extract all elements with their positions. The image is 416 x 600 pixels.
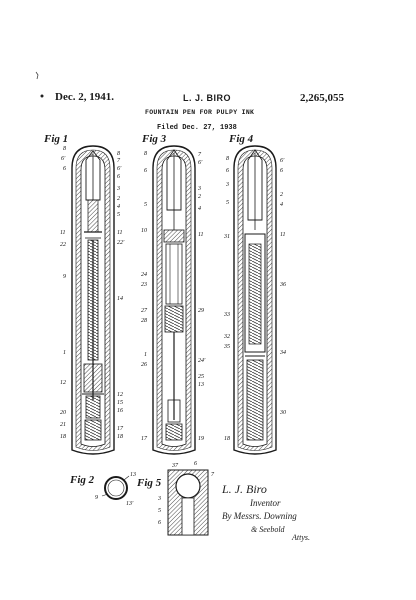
ref-fig1-6l: 6 [63, 166, 66, 172]
ref-fig4-33: 33 [224, 312, 230, 318]
ref-fig1-1: 1 [63, 350, 66, 356]
attorney-names: & Seebold [251, 525, 285, 534]
ref-fig1-11: 11 [117, 230, 123, 236]
ref-fig1-12l: 12 [60, 380, 66, 386]
ref-fig5-37: 37 [172, 463, 178, 469]
attorney-by: By Messrs. Downing [222, 511, 297, 521]
ref-fig3-27: 27 [141, 308, 147, 314]
ref-fig1-21: 21 [60, 422, 66, 428]
ref-fig2-13p: 13' [126, 501, 134, 507]
ref-fig4-34: 34 [280, 350, 286, 356]
ref-fig5-3: 3 [158, 496, 161, 502]
ref-fig1-18r: 18 [117, 434, 123, 440]
ref-fig1-3: 3 [117, 186, 120, 192]
attorney-suffix: Attys. [292, 533, 310, 542]
ref-fig1-14: 14 [117, 296, 123, 302]
ref-fig4-11: 11 [280, 232, 286, 238]
ref-fig4-6r: 6 [280, 168, 283, 174]
ref-fig1-7: 7 [117, 158, 120, 164]
ref-fig4-6: 6 [226, 168, 229, 174]
ref-fig3-6: 6 [144, 168, 147, 174]
ref-fig3-5: 5 [144, 202, 147, 208]
ref-fig3-13: 13 [198, 382, 204, 388]
ref-fig1-20: 20 [60, 410, 66, 416]
figure-4-label: Fig 4 [229, 133, 254, 145]
ref-fig1-6p: 6' [117, 166, 122, 172]
ref-fig1-18l: 18 [60, 434, 66, 440]
patent-date: Dec. 2, 1941. [55, 91, 114, 103]
ref-fig1-5: 5 [117, 212, 120, 218]
ref-fig2-9: 9 [95, 495, 98, 501]
ref-fig5-7: 7 [211, 472, 214, 478]
figure-5-drawing [168, 470, 208, 535]
ref-fig3-1: 1 [144, 352, 147, 358]
ref-fig1-12r: 12 [117, 392, 123, 398]
ref-fig1-17: 17 [117, 426, 123, 432]
ref-fig1-8: 8 [117, 151, 120, 157]
ref-fig4-18: 18 [224, 436, 230, 442]
filed-date: Filed Dec. 27, 1938 [157, 124, 237, 132]
stray-mark [36, 72, 38, 79]
ref-fig1-9: 9 [63, 274, 66, 280]
ref-fig3-25: 25 [198, 374, 204, 380]
patent-number: 2,265,055 [300, 92, 344, 104]
ref-fig3-8: 8 [144, 151, 147, 157]
ref-fig4-8: 8 [226, 156, 229, 162]
figure-2-drawing [102, 476, 129, 499]
figure-2-label: Fig 2 [70, 474, 95, 486]
ref-fig1-6: 6 [117, 174, 120, 180]
ref-fig1-6pl: 6' [61, 156, 66, 162]
ref-fig1-16: 16 [117, 408, 123, 414]
ref-fig3-7: 7 [198, 152, 201, 158]
ref-fig3-11: 11 [198, 232, 204, 238]
ref-fig1-8l: 8 [63, 146, 66, 152]
figure-5-label: Fig 5 [137, 477, 162, 489]
ref-fig1-15: 15 [117, 400, 123, 406]
ref-fig5-5: 5 [158, 508, 161, 514]
inventor-name: L. J. BIRO [183, 93, 232, 103]
inventor-role: Inventor [250, 498, 281, 508]
ref-fig3-19: 19 [198, 436, 204, 442]
ref-fig5-6top: 6 [194, 461, 197, 467]
ref-fig1-2: 2 [117, 196, 120, 202]
figure-1-drawing [72, 146, 114, 454]
inventor-signature: L. J. Biro [222, 482, 267, 496]
ref-fig3-28: 28 [141, 318, 147, 324]
ref-fig4-36: 36 [280, 282, 286, 288]
ref-fig3-23: 23 [141, 282, 147, 288]
ref-fig3-10: 10 [141, 228, 147, 234]
ref-fig4-35: 35 [224, 344, 230, 350]
stray-dot [41, 95, 44, 98]
ref-fig4-2: 2 [280, 192, 283, 198]
ref-fig1-22: 22 [60, 242, 66, 248]
ref-fig1-4: 4 [117, 204, 120, 210]
figure-1-label: Fig 1 [44, 133, 69, 145]
ref-fig4-6p: 6' [280, 158, 285, 164]
ref-fig4-5: 5 [226, 200, 229, 206]
ref-fig3-26: 26 [141, 362, 147, 368]
ref-fig2-13: 13 [130, 472, 136, 478]
ref-fig5-6: 6 [158, 520, 161, 526]
ref-fig1-22p: 22' [117, 240, 125, 246]
ref-fig3-6p: 6' [198, 160, 203, 166]
ref-fig3-24: 24 [141, 272, 147, 278]
figure-3-label: Fig 3 [142, 133, 167, 145]
ref-fig4-4: 4 [280, 202, 283, 208]
ref-fig3-4: 4 [198, 206, 201, 212]
ref-fig3-17: 17 [141, 436, 147, 442]
figure-3-drawing [153, 146, 195, 454]
ref-fig4-30: 30 [280, 410, 286, 416]
patent-title: FOUNTAIN PEN FOR PULPY INK [145, 109, 255, 116]
ref-fig1-11l: 11 [60, 230, 66, 236]
ref-fig4-31: 31 [224, 234, 230, 240]
ref-fig4-32: 32 [224, 334, 230, 340]
figure-4-drawing [234, 146, 276, 454]
ref-fig4-3: 3 [226, 182, 229, 188]
ref-fig3-29: 29 [198, 308, 204, 314]
ref-fig3-24p: 24' [198, 358, 206, 364]
ref-fig3-2: 2 [198, 194, 201, 200]
ref-fig3-3: 3 [198, 186, 201, 192]
